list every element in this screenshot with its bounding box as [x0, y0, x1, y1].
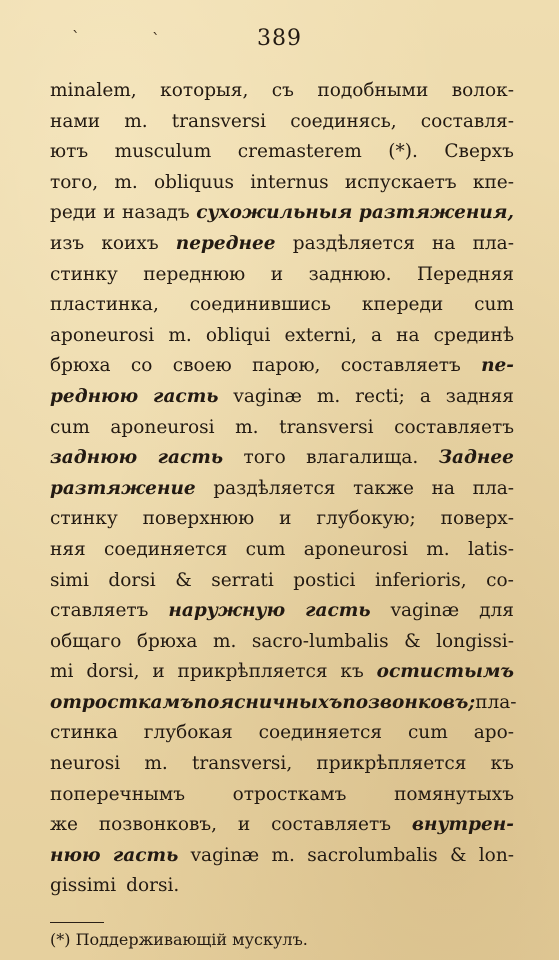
word: коихъ	[101, 232, 159, 254]
footnote: (*) Поддерживающій мускулъ.	[50, 930, 308, 949]
word: latis-	[467, 538, 514, 560]
word: simi	[50, 569, 89, 591]
word: gissimi	[50, 875, 117, 897]
word: и	[152, 661, 165, 683]
word: пла-	[475, 691, 517, 713]
word: глубокая	[143, 722, 233, 744]
word: lon-	[478, 844, 514, 866]
word: inferioris,	[374, 569, 467, 591]
word: postici	[293, 569, 356, 591]
word: къ	[340, 661, 364, 683]
word: obliqui	[205, 324, 271, 346]
word: пла-	[472, 232, 514, 254]
text-line	[50, 290, 514, 321]
text-line	[50, 871, 514, 902]
text-line	[50, 76, 514, 107]
word: externi,	[284, 324, 357, 346]
text-line	[50, 718, 514, 749]
word: dorsi,	[86, 661, 140, 683]
italic-word: реднюю	[50, 385, 139, 407]
word: longissi-	[436, 630, 514, 652]
word: sacro-lumbalis	[251, 630, 389, 652]
word: же	[50, 814, 78, 836]
word: transversi	[171, 110, 267, 132]
word: и	[237, 814, 251, 836]
word: &	[404, 630, 421, 652]
word: Передняя	[417, 263, 514, 285]
word: transversi	[279, 416, 374, 438]
word: и	[270, 263, 284, 285]
italic-word: внутрен-	[411, 814, 514, 836]
word: задняя	[445, 385, 514, 407]
word: также	[353, 477, 414, 499]
word: internus	[250, 171, 329, 193]
footnote-rule	[50, 922, 104, 923]
print-speck: ˋ	[72, 28, 80, 47]
word: для	[479, 600, 514, 622]
word: (*).	[388, 141, 418, 163]
word: прикрѣпляется	[177, 661, 328, 683]
word: cum	[474, 294, 514, 316]
word: dorsi.	[126, 875, 180, 897]
word: ставляетъ	[50, 600, 149, 622]
text-line	[50, 780, 514, 811]
word: кпереди	[361, 294, 444, 316]
word: реди	[50, 202, 97, 224]
word: aponeurosi	[50, 324, 155, 346]
word: своею	[172, 355, 232, 377]
word: cum	[245, 538, 286, 560]
italic-word: сухожильныя	[196, 202, 353, 224]
word: obliquus	[154, 171, 234, 193]
word: и	[103, 202, 116, 224]
text-line	[50, 137, 514, 168]
italic-word: разтяжения,	[358, 202, 514, 224]
italic-word: гасть	[112, 844, 179, 866]
word: стинка	[50, 722, 118, 744]
word: а	[419, 385, 431, 407]
word: заднюю.	[308, 263, 392, 285]
word: срединѣ	[433, 324, 514, 346]
word: волок-	[451, 80, 514, 101]
word: на	[432, 232, 456, 254]
word: recti;	[355, 385, 405, 407]
word: Сверхъ	[444, 141, 514, 163]
word: соединившись	[189, 294, 331, 316]
word: поверхнюю	[142, 508, 255, 530]
word: стинку	[50, 263, 118, 285]
text-line	[50, 535, 514, 566]
word: dorsi	[108, 569, 156, 591]
text-line	[50, 321, 514, 352]
italic-word: гасть	[157, 447, 224, 469]
word: vaginæ	[190, 844, 260, 866]
text-line	[50, 657, 514, 688]
word: m.	[144, 753, 168, 775]
word: cremasterem	[237, 141, 362, 163]
italic-word: переднее	[175, 232, 276, 254]
word: прикрѣпляется	[316, 753, 467, 775]
word: cum	[50, 416, 90, 438]
word: къ	[490, 753, 514, 775]
text-line	[50, 443, 514, 474]
word: со-	[486, 569, 514, 591]
word: помянутыхъ	[394, 783, 514, 805]
word: sacrolumbalis	[307, 844, 438, 866]
italic-word: позвонковъ;	[342, 691, 476, 713]
word: mi	[50, 661, 74, 683]
word: m.	[212, 630, 237, 652]
italic-word: наружную	[168, 600, 286, 622]
word: m.	[124, 110, 148, 132]
word: на	[431, 477, 455, 499]
word: vaginæ	[390, 600, 460, 622]
word: того,	[50, 171, 99, 193]
text-line	[50, 229, 514, 260]
word: глубокую;	[316, 508, 416, 530]
word: соединяется	[103, 538, 228, 560]
word: переднюю	[143, 263, 246, 285]
word: neurosi	[50, 753, 121, 775]
word: изъ	[50, 232, 85, 254]
italic-word: Заднее	[438, 447, 514, 469]
word: составля-	[420, 110, 514, 132]
text-line	[50, 810, 514, 841]
word: apo-	[473, 722, 514, 744]
text-line	[50, 198, 514, 229]
text-line	[50, 474, 514, 505]
italic-word: нюю	[50, 844, 101, 866]
word: пластинка,	[50, 294, 159, 316]
italic-word: разтяжение	[50, 477, 196, 499]
text-line	[50, 382, 514, 413]
word: vaginæ	[233, 385, 302, 407]
word: и	[279, 508, 292, 530]
text-line	[50, 596, 514, 627]
word: раздѣляется	[292, 232, 415, 254]
word: m.	[271, 844, 295, 866]
text-line	[50, 107, 514, 138]
word: отросткамъ	[232, 783, 347, 805]
word: поверх-	[440, 508, 514, 530]
word: &	[175, 569, 192, 591]
italic-word: гасть	[305, 600, 371, 622]
italic-word: поясничныхъ	[193, 691, 343, 713]
word: брюха	[136, 630, 198, 652]
word: m.	[316, 385, 341, 407]
word: на	[396, 324, 420, 346]
italic-word: гасть	[153, 385, 219, 407]
word: брюха	[50, 355, 111, 377]
word: со	[130, 355, 153, 377]
word: составляетъ	[394, 416, 514, 438]
word: serrati	[211, 569, 274, 591]
word: нами	[50, 110, 101, 132]
word: няя	[50, 538, 86, 560]
text-line	[50, 351, 514, 382]
text-line	[50, 688, 517, 719]
word: соединясь,	[290, 110, 397, 132]
word: minalem,	[50, 80, 137, 101]
word: musculum	[114, 141, 212, 163]
word: составляетъ	[340, 355, 461, 377]
word: aponeurosi	[303, 538, 408, 560]
text-line	[50, 749, 514, 780]
word: съ	[271, 80, 294, 101]
text-line	[50, 566, 514, 597]
body-text	[50, 76, 517, 902]
word: которыя,	[160, 80, 249, 101]
word: &	[449, 844, 467, 866]
text-line	[50, 504, 514, 535]
word: а	[370, 324, 382, 346]
text-line	[50, 168, 514, 199]
word: составляетъ	[271, 814, 391, 836]
word: ютъ	[50, 141, 89, 163]
word: назадъ	[122, 202, 190, 224]
word: влагалища.	[306, 447, 419, 469]
word: пла-	[472, 477, 514, 499]
text-line	[50, 841, 514, 872]
word: transversi,	[191, 753, 293, 775]
word: m.	[114, 171, 138, 193]
word: того	[243, 447, 286, 469]
italic-word: пе-	[481, 355, 514, 377]
word: кпе-	[472, 171, 514, 193]
text-line	[50, 413, 514, 444]
page-number: 389	[257, 26, 302, 51]
text-line	[50, 260, 514, 291]
word: поперечнымъ	[50, 783, 185, 805]
word: соединяется	[258, 722, 382, 744]
word: общаго	[50, 630, 122, 652]
word: испускаетъ	[344, 171, 457, 193]
word: позвонковъ,	[98, 814, 218, 836]
word: m.	[426, 538, 450, 560]
word: раздѣляется	[213, 477, 336, 499]
print-speck: ˋ	[152, 30, 160, 49]
italic-word: заднюю	[50, 447, 138, 469]
word: подобными	[317, 80, 429, 101]
italic-word: отросткамъ	[50, 691, 194, 713]
text-line	[50, 627, 514, 658]
word: cum	[407, 722, 448, 744]
word: парою,	[252, 355, 321, 377]
word: m.	[168, 324, 192, 346]
italic-word: остистымъ	[376, 661, 514, 683]
word: стинку	[50, 508, 118, 530]
word: m.	[235, 416, 259, 438]
word: aponeurosi	[110, 416, 215, 438]
